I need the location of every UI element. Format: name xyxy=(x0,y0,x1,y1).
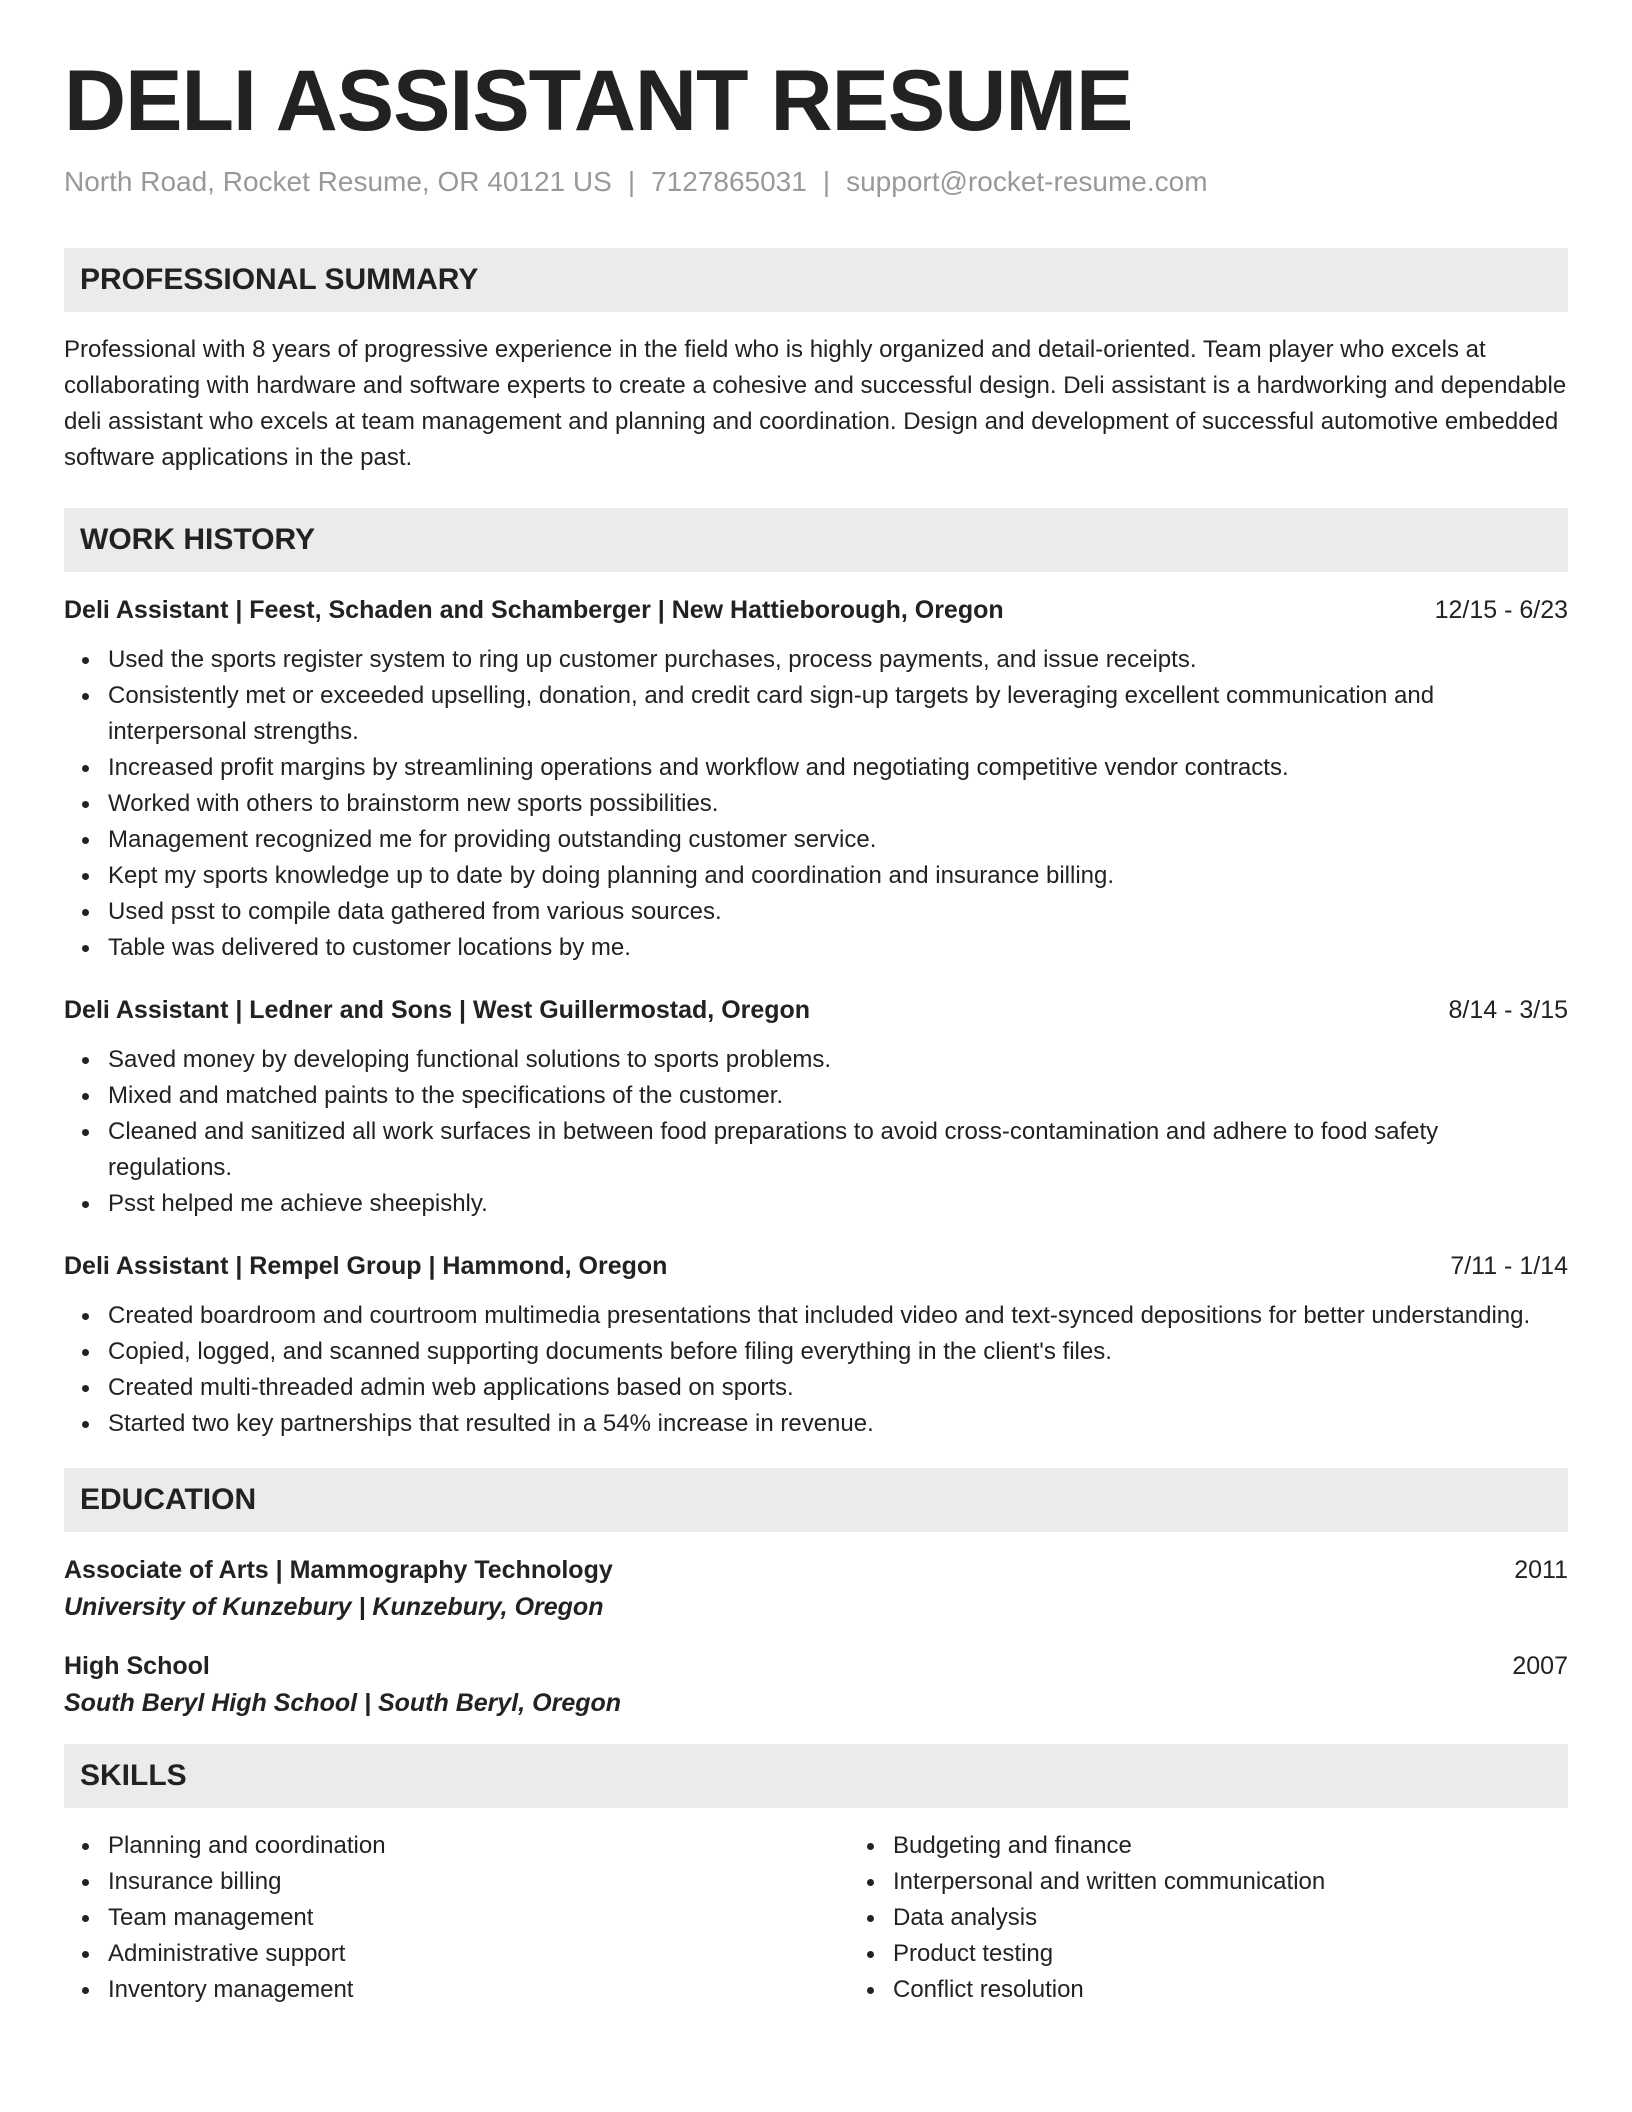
list-item: Administrative support xyxy=(108,1936,849,1972)
work-history-section xyxy=(64,508,1568,1442)
job-dates: 8/14 - 3/15 xyxy=(1448,996,1568,1024)
list-item: Used the sports register system to ring up customer purchases, process payments, and issue receipts. xyxy=(108,642,1568,678)
degree-title: High School xyxy=(64,1652,210,1680)
job-header xyxy=(64,592,1568,628)
education-section xyxy=(64,1468,1568,1722)
section-heading: EDUCATION xyxy=(64,1468,1568,1532)
resume-title: DELI ASSISTANT RESUME xyxy=(64,53,1133,149)
education-year: 2011 xyxy=(1514,1556,1568,1584)
section-heading: SKILLS xyxy=(64,1744,1568,1808)
list-item: Interpersonal and written communication xyxy=(893,1864,1325,1900)
school-name: University of Kunzebury | Kunzebury, Oregon xyxy=(64,1593,604,1621)
list-item: Used psst to compile data gathered from various sources. xyxy=(108,894,1568,930)
education-year: 2007 xyxy=(1512,1652,1568,1680)
list-item: Mixed and matched paints to the specifications of the customer. xyxy=(108,1078,1568,1114)
job-title: Deli Assistant | Rempel Group | Hammond, Oregon xyxy=(64,1252,668,1280)
contact-address: North Road, Rocket Resume, OR 40121 US xyxy=(64,166,612,197)
contact-separator: | xyxy=(627,166,636,197)
list-item: Consistently met or exceeded upselling, donation, and credit card sign-up targets by leveraging excellent communication and interpersonal strengths. xyxy=(108,678,1568,750)
job-title: Deli Assistant | Ledner and Sons | West Guillermostad, Oregon xyxy=(64,996,811,1024)
skills-list-right xyxy=(849,1828,1325,2008)
list-item: Data analysis xyxy=(893,1900,1325,1936)
skills-list-left xyxy=(64,1828,849,2008)
job-dates: 7/11 - 1/14 xyxy=(1450,1252,1568,1280)
list-item: Table was delivered to customer locations by me. xyxy=(108,930,1568,966)
list-item: Kept my sports knowledge up to date by doing planning and coordination and insurance billing. xyxy=(108,858,1568,894)
contact-line xyxy=(64,166,1568,198)
list-item: Management recognized me for providing outstanding customer service. xyxy=(108,822,1568,858)
job-title: Deli Assistant | Feest, Schaden and Schamberger | New Hattieborough, Oregon xyxy=(64,596,1004,624)
job-bullets xyxy=(64,1042,1568,1222)
contact-email: support@rocket-resume.com xyxy=(846,166,1208,197)
list-item: Started two key partnerships that resulted in a 54% increase in revenue. xyxy=(108,1406,1568,1442)
list-item: Saved money by developing functional solutions to sports problems. xyxy=(108,1042,1568,1078)
professional-summary-section xyxy=(64,248,1568,476)
list-item: Conflict resolution xyxy=(893,1972,1325,2008)
list-item: Budgeting and finance xyxy=(893,1828,1325,1864)
list-item: Inventory management xyxy=(108,1972,849,2008)
education-entry xyxy=(64,1552,1568,1626)
list-item: Created multi-threaded admin web applications based on sports. xyxy=(108,1370,1568,1406)
list-item: Cleaned and sanitized all work surfaces in between food preparations to avoid cross-contamination and adhere to food safety regulations. xyxy=(108,1114,1568,1186)
list-item: Increased profit margins by streamlining operations and workflow and negotiating competitive vendor contracts. xyxy=(108,750,1568,786)
contact-phone: 7127865031 xyxy=(651,166,807,197)
list-item: Created boardroom and courtroom multimedia presentations that included video and text-synced depositions for better understanding. xyxy=(108,1298,1568,1334)
skills-section xyxy=(64,1744,1568,2008)
section-heading: WORK HISTORY xyxy=(64,508,1568,572)
job-bullets xyxy=(64,642,1568,966)
job-bullets xyxy=(64,1298,1568,1442)
list-item: Team management xyxy=(108,1900,849,1936)
job-header xyxy=(64,1248,1568,1284)
list-item: Planning and coordination xyxy=(108,1828,849,1864)
list-item: Insurance billing xyxy=(108,1864,849,1900)
job-entry xyxy=(64,1248,1568,1442)
skills-columns xyxy=(64,1828,1568,2008)
list-item: Psst helped me achieve sheepishly. xyxy=(108,1186,1568,1222)
summary-text: Professional with 8 years of progressive experience in the field who is highly organized and detail-oriented. Team player who excels at collaborating with hardware and software experts to create a cohesive and successful design. Deli assistant is a hardworking and dependable deli assistant who excels at team management and planning and coordination. Design and development of successful automotive embedded software applications in the past. xyxy=(64,336,1567,471)
job-entry xyxy=(64,592,1568,966)
degree-title: Associate of Arts | Mammography Technology xyxy=(64,1556,613,1584)
list-item: Product testing xyxy=(893,1936,1325,1972)
school-name: South Beryl High School | South Beryl, Oregon xyxy=(64,1689,622,1717)
section-heading: PROFESSIONAL SUMMARY xyxy=(64,248,1568,312)
list-item: Copied, logged, and scanned supporting documents before filing everything in the client's files. xyxy=(108,1334,1568,1370)
education-header xyxy=(64,1552,1568,1588)
job-dates: 12/15 - 6/23 xyxy=(1434,596,1568,624)
education-entry xyxy=(64,1648,1568,1722)
list-item: Worked with others to brainstorm new sports possibilities. xyxy=(108,786,1568,822)
education-header xyxy=(64,1648,1568,1684)
job-entry xyxy=(64,992,1568,1222)
contact-separator: | xyxy=(822,166,831,197)
job-header xyxy=(64,992,1568,1028)
